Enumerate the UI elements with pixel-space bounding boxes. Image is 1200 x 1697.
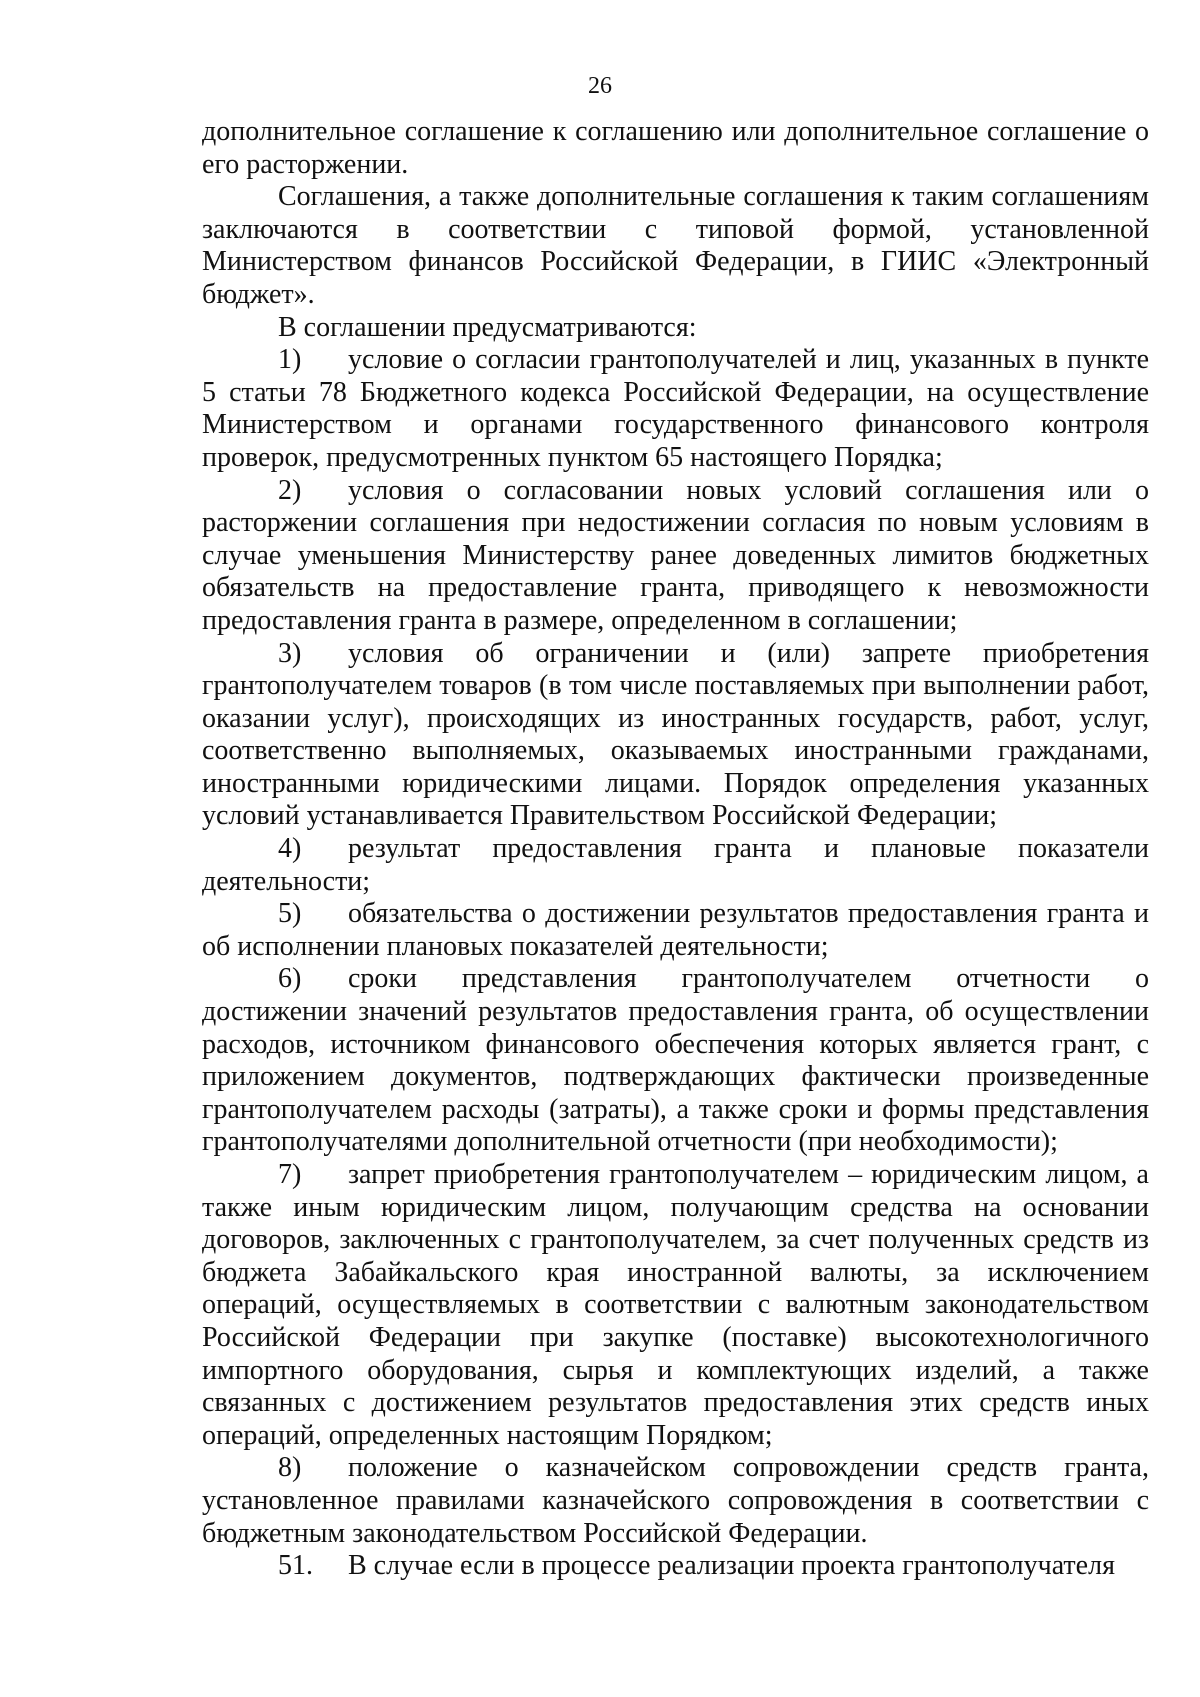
list-item-text: сроки представления грантополучателем отчетности о достижении значений результатов предоставления гранта, об осуществлении расходов, источником финансового обеспечения которых является грант, с приложением документов, подтверждающих фактически произведенные грантополучателем расходы (затраты), а также сроки и формы представления грантополучателями дополнительной отчетности (при необходимости); bbox=[202, 963, 1149, 1158]
list-item bbox=[202, 833, 1149, 898]
paragraph-agreements-form: Соглашения, а также дополнительные соглашения к таким соглашениям заключаются в соответствии с типовой формой, установленной Министерством финансов Российской Федерации, в ГИИС «Электронный бюджет». bbox=[202, 181, 1149, 310]
list-item-text: запрет приобретения грантополучателем – юридическим лицом, а также иным юридическим лицом, получающим средства на основании договоров, заключенных с грантополучателем, за счет полученных средств из бюджета Забайкальского края иностранной валюты, за исключением операций, осуществляемых в соответствии с валютным законодательством Российской Федерации при закупке (поставке) высокотехнологичного импортного оборудования, сырья и комплектующих изделий, а также связанных с достижением результатов предоставления этих средств иных операций, определенных настоящим Порядком; bbox=[202, 1159, 1149, 1451]
list-item bbox=[202, 475, 1149, 638]
list-item bbox=[202, 963, 1149, 1159]
page-number: 26 bbox=[588, 73, 612, 99]
clause-number: 51. bbox=[278, 1550, 313, 1582]
paragraph-continuation: дополнительное соглашение к соглашению или дополнительное соглашение о его расторжении. bbox=[202, 116, 1149, 180]
list-item-text: положение о казначейском сопровождении средств гранта, установленное правилами казначейского сопровождения в соответствии с бюджетным законодательством Российской Федерации. bbox=[202, 1452, 1149, 1549]
list-item bbox=[202, 1452, 1149, 1550]
paragraph-agreement-provisions-intro: В соглашении предусматриваются: bbox=[278, 311, 697, 343]
list-item-text: результат предоставления гранта и плановые показатели деятельности; bbox=[202, 833, 1149, 897]
list-item-number: 5) bbox=[278, 898, 302, 930]
document-body bbox=[202, 116, 1149, 1583]
list-item-number: 4) bbox=[278, 833, 302, 865]
list-item-number: 8) bbox=[278, 1452, 302, 1484]
list-item-text: условия о согласовании новых условий соглашения или о расторжении соглашения при недостижении согласия по новым условиям в случае уменьшения Министерству ранее доведенных лимитов бюджетных обязательств на предоставление гранта, приводящего к невозможности предоставления гранта в размере, определенном в соглашении; bbox=[202, 474, 1149, 636]
list-item bbox=[202, 344, 1149, 474]
list-item bbox=[202, 898, 1149, 963]
list-item-number: 1) bbox=[278, 344, 302, 376]
numbered-clause bbox=[202, 1550, 1149, 1583]
list-item-number: 7) bbox=[278, 1159, 302, 1190]
list-item bbox=[202, 1159, 1149, 1452]
clause-text: В случае если в процессе реализации проекта грантополучателя bbox=[348, 1550, 1115, 1582]
list-item-text: обязательства о достижении результатов предоставления гранта и об исполнении плановых показателей деятельности; bbox=[202, 898, 1149, 962]
list-item-text: условия об ограничении и (или) запрете приобретения грантополучателем товаров (в том числе поставляемых при выполнении работ, оказании услуг), происходящих из иностранных государств, работ, услуг, соответственно выполняемых, оказываемых иностранными гражданами, иностранными юридическими лицами. Порядок определения указанных условий устанавливается Правительством Российской Федерации; bbox=[202, 637, 1149, 832]
list-item-number: 2) bbox=[278, 474, 302, 506]
list-item bbox=[202, 638, 1149, 834]
list-item-number: 6) bbox=[278, 963, 302, 995]
list-item-number: 3) bbox=[278, 637, 302, 669]
list-item-text: условие о согласии грантополучателей и лиц, указанных в пункте 5 статьи 78 Бюджетного кодекса Российской Федерации, на осуществление Министерством и органами государственного финансового контроля проверок, предусмотренных пунктом 65 настоящего Порядка; bbox=[202, 344, 1149, 473]
